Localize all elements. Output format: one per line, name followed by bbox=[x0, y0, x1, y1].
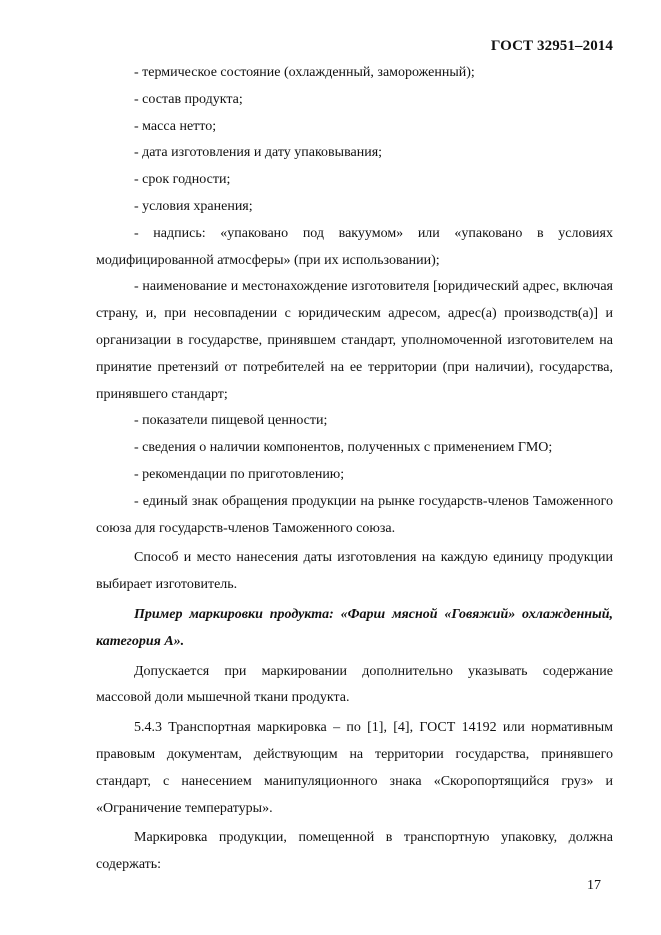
list-item-composition: - состав продукта; bbox=[134, 91, 243, 107]
list-item-storage-conditions: - условия хранения; bbox=[134, 198, 253, 214]
paragraph-marking-example: Пример маркировки продукта: «Фарш мясной «Говяжий» охлажденный, категория А». bbox=[96, 606, 613, 649]
list-item-cooking: - рекомендации по приготовлению; bbox=[134, 466, 345, 482]
list-item-gmo: - сведения о наличии компонентов, полученных с применением ГМО; bbox=[134, 440, 553, 456]
paragraph-date-placement: Способ и место нанесения даты изготовления на каждую единицу продукции выбирает изготовитель. bbox=[96, 550, 613, 593]
list-item-manufacturer: - наименование и местонахождение изготовителя [юридический адрес, включая страну, и, при несовпадении с юридическим адресом, адрес(а) производств(а)] и организации в государстве, принявшем стандарт, уполномоченной изготовителем на принятие претензий от потребителей на ее территории (при наличии), государства, принявшего стандарт; bbox=[96, 279, 613, 402]
document-header: ГОСТ 32951–2014 bbox=[490, 38, 613, 54]
paragraph-package-marking: Маркировка продукции, помещенной в транспортную упаковку, должна содержать: bbox=[96, 830, 613, 873]
list-item-vacuum-label: - надпись: «упаковано под вакуумом» или «упаковано в условиях модифицированной атмосферы» (при их использовании); bbox=[96, 225, 613, 268]
paragraph-muscle-tissue: Допускается при маркировании дополнительно указывать содержание массовой доли мышечной ткани продукта. bbox=[96, 663, 613, 706]
page-number: 17 bbox=[587, 878, 601, 893]
list-item-net-mass: - масса нетто; bbox=[134, 118, 217, 134]
list-item-production-date: - дата изготовления и дату упаковывания; bbox=[134, 145, 383, 161]
list-item-conformity-mark: - единый знак обращения продукции на рынке государств-членов Таможенного союза для государств-членов Таможенного союза. bbox=[96, 493, 613, 536]
list-item-shelf-life: - срок годности; bbox=[134, 172, 231, 188]
list-item-nutrition: - показатели пищевой ценности; bbox=[134, 413, 328, 429]
list-item-thermal-state: - термическое состояние (охлажденный, замороженный); bbox=[134, 65, 475, 80]
document-body bbox=[96, 60, 613, 879]
paragraph-transport-marking: 5.4.3 Транспортная маркировка – по [1], [4], ГОСТ 14192 или нормативным правовым документам, действующим на территории государства, принявшего стандарт, с нанесением манипуляционного знака «Скоропортящийся груз» и «Ограничение температуры». bbox=[96, 720, 613, 816]
